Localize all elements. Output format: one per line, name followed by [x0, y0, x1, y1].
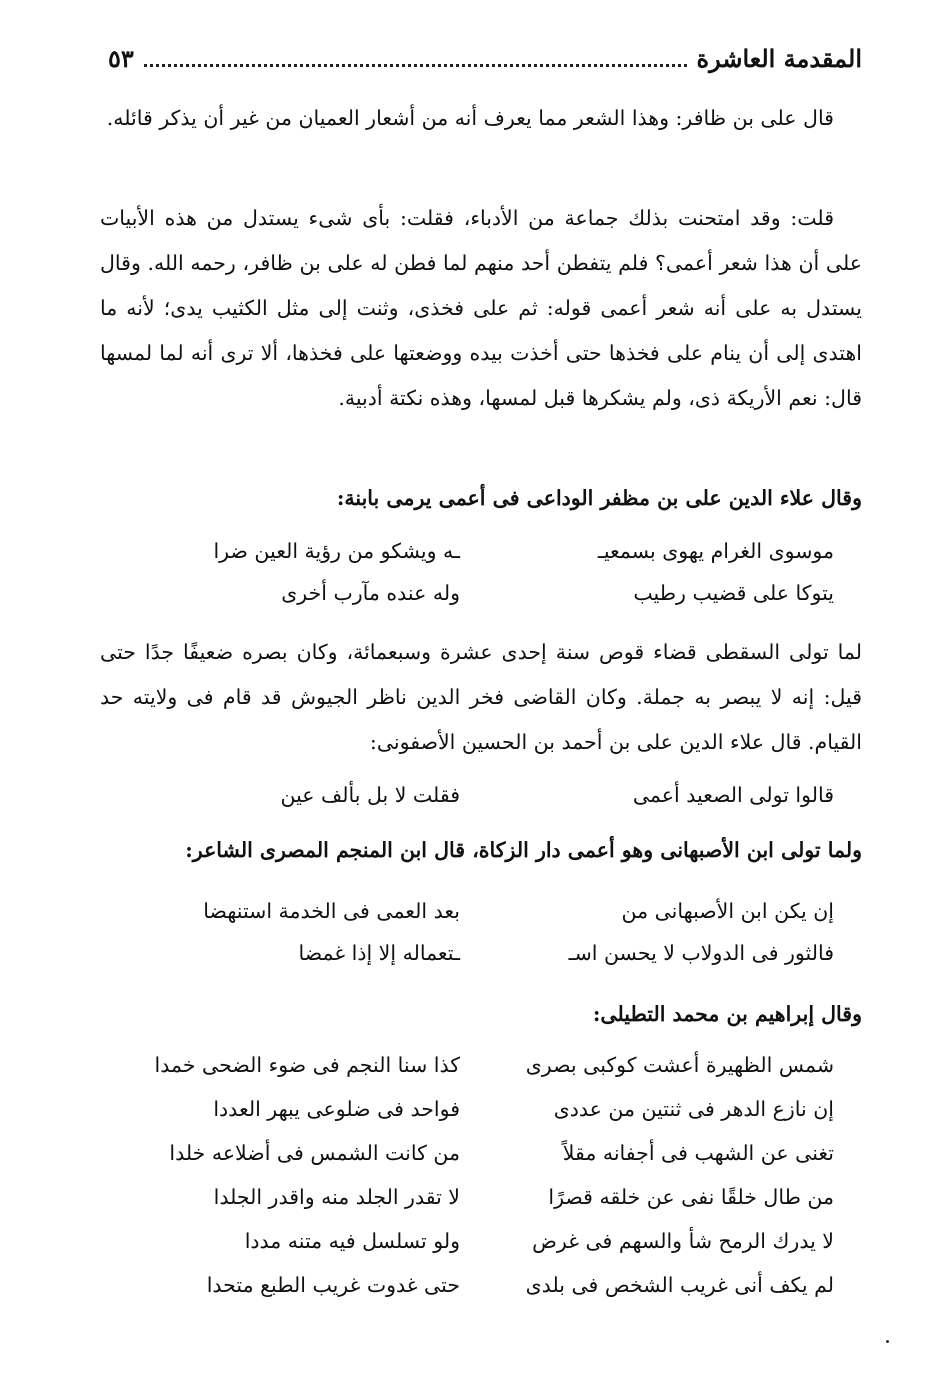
poem-intro-1: وقال علاء الدين على بن مظفر الوداعى فى أعمى يرمى بابنة: — [336, 486, 862, 510]
verse-hemistich-left: لا تقدر الجلد منه واقدر الجلدا — [213, 1185, 460, 1209]
verse-hemistich-left: كذا سنا النجم فى ضوء الضحى خمدا — [154, 1053, 460, 1077]
paragraph-text: قال على بن ظافر: وهذا الشعر مما يعرف أنه من أشعار العميان من غير أن يذكر قائله. — [106, 106, 834, 130]
chapter-title: المقدمة العاشرة — [696, 43, 862, 73]
verse-hemistich-left: فقلت لا بل بألف عين — [280, 783, 460, 807]
verse-hemistich-left: بعد العمى فى الخدمة استنهضا — [203, 899, 460, 923]
verse-hemistich-right: تغنى عن الشهب فى أجفانه مقلاً — [562, 1141, 834, 1165]
verse-hemistich-right: إن نازع الدهر فى ثنتين من عددى — [553, 1097, 834, 1121]
verse-hemistich-right: يتوكا على قضيب رطيب — [633, 581, 834, 605]
verse-hemistich-left: فواحد فى ضلوعى يبهر العددا — [213, 1097, 460, 1121]
verse-hemistich-left: ـتعماله إلا إذا غمضا — [298, 941, 460, 965]
verse-hemistich-right: قالوا تولى الصعيد أعمى — [632, 783, 834, 807]
verse-hemistich-right: فالثور فى الدولاب لا يحسن اسـ — [568, 941, 834, 965]
paragraph-text: لما تولى السقطى قضاء قوص سنة إحدى عشرة وسبعمائة، وكان بصره ضعيفًا جدًا حتى قيل: إنه لا يبصر به جملة. وكان القاضى فخر الدين ناظر الجيوش قد قام فى ولايته حد القيام. قال علاء الدين على بن أحمد بن الحسين الأصفونى: — [100, 640, 862, 754]
paragraph-3 — [100, 630, 862, 765]
verse-hemistich-left: حتى غدوت غريب الطبع متحدا — [206, 1273, 460, 1297]
margin-speck — [886, 1340, 889, 1343]
verse-hemistich-left: ولو تسلسل فيه متنه مددا — [244, 1229, 460, 1253]
paragraph-text: قلت: وقد امتحنت بذلك جماعة من الأدباء، فقلت: بأى شىء يستدل من هذه الأبيات على أن هذا شعر أعمى؟ فلم يتفطن أحد منهم لما فطن له على بن ظافر، رحمه الله. وقال يستدل به على أنه شعر أعمى قوله: ثم على فخذى، وثنت إلى مثل الكثيب يدى؛ لأنه ما اهتدى إلى أن ينام على فخذها حتى أخذت بيده ووضعتها على فخذها، ألا ترى أنه لما لمسها قال: نعم الأريكة ذى، ولم يشكرها قبل لمسها، وهذه نكتة أدبية. — [100, 206, 862, 410]
paragraph-2 — [100, 196, 862, 421]
running-header — [108, 38, 862, 78]
verse-hemistich-left: ـه ويشكو من رؤية العين ضرا — [213, 539, 460, 563]
page-number: ٥٣ — [108, 43, 134, 73]
verse-hemistich-right: موسوى الغرام يهوى بسمعيـ — [597, 539, 834, 563]
poem-intro-2: ولما تولى ابن الأصبهانى وهو أعمى دار الزكاة، قال ابن المنجم المصرى الشاعر: — [185, 838, 862, 862]
verse-hemistich-left: وله عنده مآرب أخرى — [281, 581, 460, 605]
verse-hemistich-right: لا يدرك الرمح شأ والسهم فى غرض — [532, 1229, 834, 1253]
paragraph-1 — [100, 96, 862, 141]
verse-hemistich-right: لم يكف أنى غريب الشخص فى بلدى — [525, 1273, 834, 1297]
verse-hemistich-right: شمس الظهيرة أعشت كوكبى بصرى — [525, 1053, 834, 1077]
verse-hemistich-left: من كانت الشمس فى أضلاعه خلدا — [169, 1141, 460, 1165]
verse-hemistich-right: إن يكن ابن الأصبهانى من — [621, 899, 834, 923]
poem-intro-3: وقال إبراهيم بن محمد التطيلى: — [592, 1002, 862, 1026]
leader-dots — [144, 50, 687, 67]
verse-hemistich-right: من طال خلقًا نفى عن خلقه قصرًا — [548, 1185, 834, 1209]
